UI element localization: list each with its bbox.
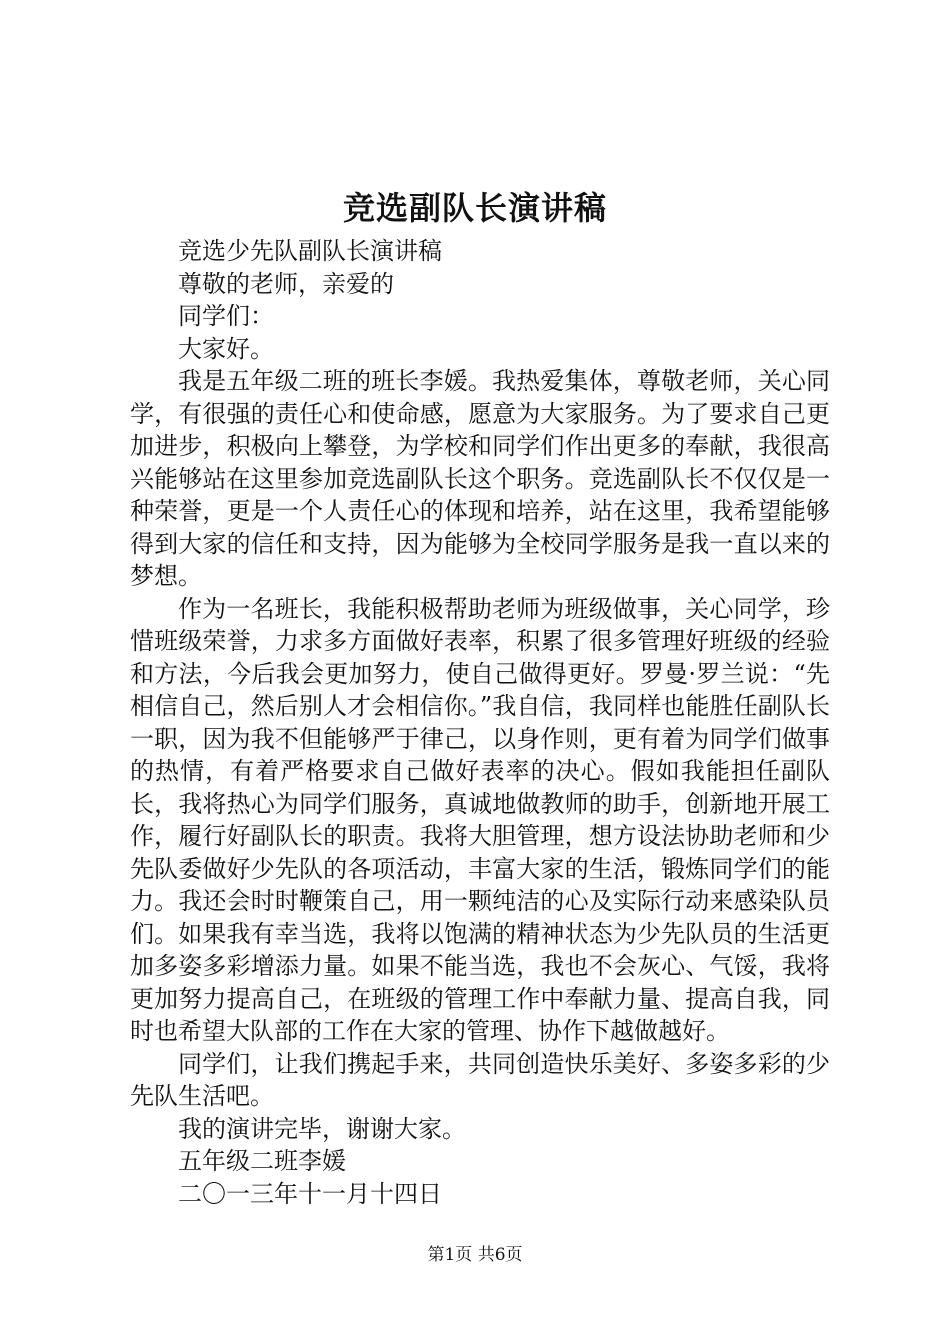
document-body [130, 235, 830, 1210]
paragraph-main: 作为一名班长，我能积极帮助老师为班级做事，关心同学，珍惜班级荣誉，力求多方面做好表率，积累了很多管理好班级的经验和方法，今后我会更加努力，使自己做得更好。罗曼·罗兰说：“先相信自己，然后别人才会相信你。”我自信，我同样也能胜任副队长一职，因为我不但能够严于律己，以身作则，更有着为同学们做事的热情，有着严格要求自己做好表率的决心。假如我能担任副队长，我将热心为同学们服务，真诚地做教师的助手，创新地开展工作，履行好副队长的职责。我将大胆管理，想方设法协助老师和少先队委做好少先队的各项活动，丰富大家的生活，锻炼同学们的能力。我还会时时鞭策自己，用一颗纯洁的心及实际行动来感染队员们。如果我有幸当选，我将以饱满的精神状态为少先队员的生活更加多姿多彩增添力量。如果不能当选，我也不会灰心、气馁，我将更加努力提高自己，在班级的管理工作中奉献力量、提高自我，同时也希望大队部的工作在大家的管理、协作下越做越好。 [130, 594, 830, 1045]
paragraph-salutation-1: 尊敬的老师，亲爱的 [178, 269, 394, 298]
paragraph-salutation-2: 同学们： [178, 302, 274, 330]
paragraph-closing: 同学们，让我们携起手来，共同创造快乐美好、多姿多彩的少先队生活吧。 [130, 1049, 830, 1110]
page-footer: 第1页 共6页 [427, 1245, 523, 1265]
paragraph-date: 二〇一三年十一月十四日 [178, 1179, 442, 1208]
paragraph-subtitle: 竞选少先队副队长演讲稿 [178, 237, 442, 265]
paragraph-greeting: 大家好。 [178, 334, 274, 363]
paragraph-introduction: 我是五年级二班的班长李媛。我热爱集体，尊敬老师，关心同学，有很强的责任心和使命感，愿意为大家服务。为了要求自己更加进步，积极向上攀登，为学校和同学们作出更多的奉献，我很高兴能够站在这里参加竞选副队长这个职务。竞选副队长不仅仅是一种荣誉，更是一个人责任心的体现和培养，站在这里，我希望能够得到大家的信任和支持，因为能够为全校同学服务是我一直以来的梦想。 [130, 367, 830, 590]
paragraph-thanks: 我的演讲完毕，谢谢大家。 [178, 1114, 466, 1143]
paragraph-signature: 五年级二班李媛 [178, 1147, 346, 1175]
document-title: 竞选副队长演讲稿 [342, 189, 607, 227]
